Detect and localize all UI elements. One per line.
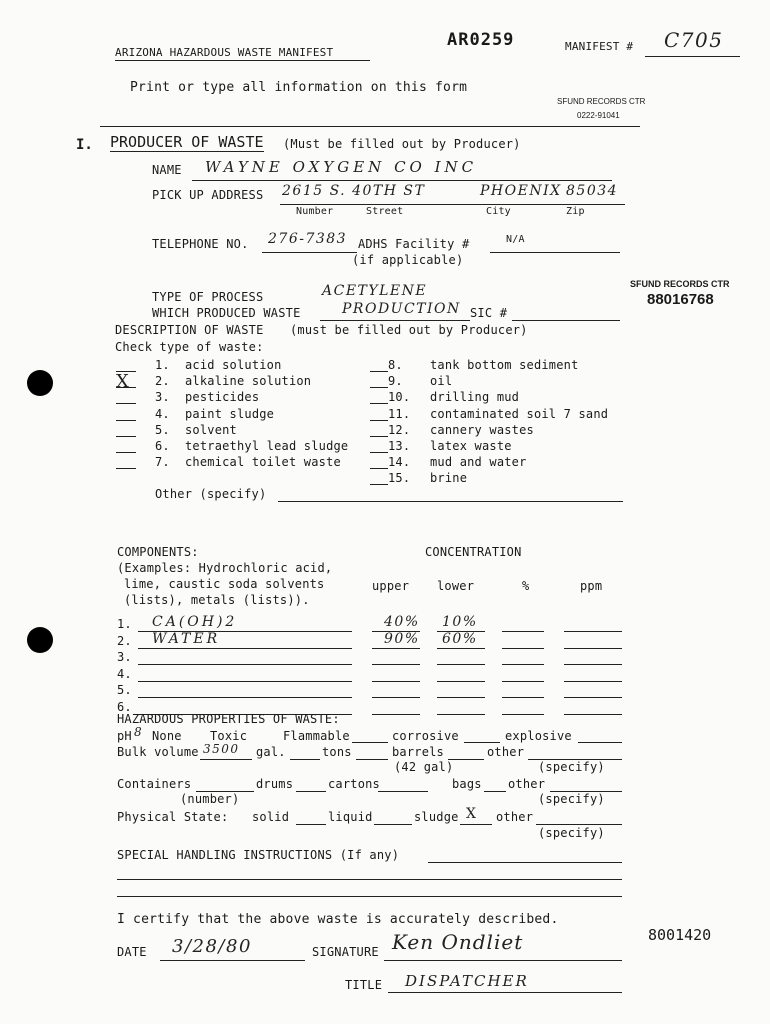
waste-item-number: 2. (155, 374, 170, 389)
manifest-number: C705 (664, 28, 724, 52)
side-stamp-label: SFUND RECORDS CTR (630, 279, 730, 289)
address-label: PICK UP ADDRESS (152, 188, 264, 202)
address-line (280, 204, 625, 205)
checkbox-blank (370, 403, 388, 404)
liquid-label: liquid (328, 810, 373, 824)
date-label: DATE (117, 945, 147, 959)
component-upper-line (372, 714, 420, 715)
component-name-line (138, 648, 352, 649)
waste-item-label: contaminated soil 7 sand (430, 406, 609, 421)
which-produced-value: PRODUCTION (342, 301, 461, 317)
other-vol-label: other (487, 745, 525, 759)
gal-label: gal. (256, 745, 286, 759)
waste-item-number: 4. (155, 406, 170, 421)
components-example-3: (lists), metals (lists)). (124, 593, 310, 607)
component-upper-line (372, 648, 420, 649)
name-line (192, 180, 612, 181)
ph-value: 8 (134, 725, 144, 739)
solid-label: solid (252, 810, 290, 824)
alkaline-check-mark: X (116, 371, 131, 392)
other-cont-label: other (508, 777, 546, 791)
title-label: TITLE (345, 978, 383, 992)
waste-item-number: 11. (388, 406, 411, 421)
sic-label: SIC # (470, 306, 508, 320)
waste-item-label: drilling mud (430, 390, 520, 405)
checkbox-blank (116, 468, 136, 469)
waste-item-number: 5. (155, 422, 170, 437)
col-ppm: ppm (580, 579, 603, 593)
special-line-3 (117, 896, 622, 897)
tons-label: tons (322, 745, 352, 759)
bulk-volume-label: Bulk volume (117, 745, 199, 759)
waste-item-label: alkaline solution (185, 374, 312, 389)
corrosive-label: corrosive (392, 729, 459, 743)
component-lower: 10% (442, 614, 478, 630)
component-name-line (138, 697, 352, 698)
drums-label: drums (256, 777, 294, 791)
col-lower: lower (437, 579, 475, 593)
which-produced-label: WHICH PRODUCED WASTE (152, 306, 301, 320)
physical-state-label: Physical State: (117, 810, 229, 824)
solid-line (296, 824, 326, 825)
component-upper: 90% (384, 630, 420, 647)
signature-value: Ken Ondliet (392, 930, 524, 954)
components-label: COMPONENTS: (117, 545, 199, 559)
other-state-label: other (496, 810, 534, 824)
corrosive-line (464, 742, 500, 743)
component-row-number: 5. (117, 683, 132, 697)
other-state-specify: (specify) (538, 826, 605, 840)
cartons-line (378, 791, 428, 792)
punch-hole-top (27, 370, 53, 396)
other-state-line (536, 824, 622, 825)
flammable-line (352, 742, 388, 743)
component-percent-line (502, 648, 544, 649)
waste-item-label: cannery wastes (430, 422, 534, 437)
special-line-1 (428, 862, 622, 863)
document-number: 8001420 (648, 926, 712, 944)
components-example-2: lime, caustic soda solvents (124, 577, 325, 591)
address-city-sub: City (486, 206, 511, 217)
checkbox-blank (370, 371, 388, 372)
component-row-number: 2. (117, 633, 132, 648)
component-percent-line (502, 664, 544, 665)
manifest-label: MANIFEST # (565, 40, 634, 53)
signature-line (384, 960, 622, 961)
form-title-underline (115, 60, 370, 61)
checkbox-blank (370, 436, 388, 437)
component-ppm-line (564, 664, 622, 665)
checkbox-blank (370, 420, 388, 421)
special-handling-label: SPECIAL HANDLING INSTRUCTIONS (If any) (117, 848, 400, 862)
tons-line (290, 759, 320, 760)
header-rule (100, 126, 640, 127)
component-name: WATER (152, 630, 221, 647)
waste-item-label: mud and water (430, 455, 527, 470)
title-line (388, 992, 622, 993)
document-id: AR0259 (447, 30, 515, 50)
date-line (160, 960, 305, 961)
containers-number-note: (number) (180, 792, 240, 806)
component-ppm-line (564, 648, 622, 649)
address-number-sub: Number (296, 206, 334, 217)
stamp-records-ctr: SFUND RECORDS CTR (557, 97, 646, 106)
component-lower-line (437, 648, 485, 649)
bulk-volume-value: 3500 (203, 742, 240, 756)
component-row-number: 3. (117, 650, 132, 664)
barrels-note: (42 gal) (394, 760, 454, 774)
component-ppm-line (564, 697, 622, 698)
waste-item-number: 8. (388, 358, 403, 372)
process-value: ACETYLENE (322, 283, 428, 299)
bulk-volume-line (200, 759, 252, 760)
component-lower-line (437, 714, 485, 715)
component-row-number: 6. (117, 699, 132, 714)
address-street-sub: Street (366, 206, 404, 217)
description-note: (must be filled out by Producer) (290, 323, 528, 337)
properties-label: HAZARDOUS PROPERTIES OF WASTE: (117, 712, 340, 726)
components-example-1: (Examples: Hydrochloric acid, (117, 561, 333, 575)
component-lower: 60% (442, 630, 478, 647)
address-city-value: PHOENIX (480, 183, 562, 199)
waste-item-number: 1. (155, 358, 170, 372)
explosive-label: explosive (505, 729, 572, 743)
checkbox-blank (116, 436, 136, 437)
section-roman: I. (76, 137, 93, 153)
adhs-label: ADHS Facility # (358, 237, 470, 251)
title-value: DISPATCHER (405, 972, 529, 990)
other-cont-specify: (specify) (538, 792, 605, 806)
component-name: CA(OH)2 (152, 614, 238, 630)
drums-line (296, 791, 326, 792)
section-note: (Must be filled out by Producer) (283, 137, 521, 151)
side-stamp-number: 88016768 (647, 291, 714, 308)
form-title: ARIZONA HAZARDOUS WASTE MANIFEST (115, 46, 334, 59)
waste-item-number: 3. (155, 390, 170, 405)
waste-item-label: chemical toilet waste (185, 455, 341, 470)
cartons-label: cartons (328, 777, 380, 791)
waste-item-number: 9. (388, 374, 403, 389)
name-value: WAYNE OXYGEN CO INC (205, 158, 478, 176)
waste-item-number: 7. (155, 455, 170, 470)
address-zip-sub: Zip (566, 206, 585, 217)
col-percent: % (522, 579, 530, 593)
waste-item-number: 14. (388, 455, 411, 470)
liquid-line (374, 824, 412, 825)
checkbox-blank (116, 403, 136, 404)
checkbox-blank (370, 484, 388, 485)
special-line-2 (117, 879, 622, 880)
col-upper: upper (372, 579, 410, 593)
component-row-number: 4. (117, 666, 132, 681)
barrels-line (356, 759, 388, 760)
instruction-text: Print or type all information on this form (130, 80, 468, 95)
waste-item-label: tetraethyl lead sludge (185, 439, 349, 453)
component-row-number: 1. (117, 617, 132, 631)
component-percent-line (502, 631, 544, 632)
flammable-label: Flammable (283, 729, 350, 743)
component-upper: 40% (384, 614, 420, 630)
component-lower-line (437, 697, 485, 698)
telephone-value: 276-7383 (268, 231, 348, 247)
other-vol-specify: (specify) (538, 760, 605, 774)
component-name-line (138, 681, 352, 682)
section-title: PRODUCER OF WASTE (110, 133, 264, 151)
stamp-code: 0222-91041 (577, 111, 620, 120)
checkbox-blank (370, 452, 388, 453)
component-percent-line (502, 697, 544, 698)
name-label: NAME (152, 163, 182, 177)
concentration-label: CONCENTRATION (425, 545, 522, 559)
other-specify-line (278, 501, 623, 502)
component-upper-line (372, 681, 420, 682)
checkbox-blank (370, 387, 388, 388)
checkbox-blank (116, 420, 136, 421)
component-upper-line (372, 664, 420, 665)
punch-hole-bottom (27, 627, 53, 653)
waste-item-label: latex waste (430, 439, 512, 453)
sic-line (512, 320, 620, 321)
sludge-label: sludge (414, 810, 459, 824)
explosive-line (578, 742, 622, 743)
component-ppm-line (564, 714, 622, 715)
component-percent-line (502, 681, 544, 682)
component-lower-line (437, 664, 485, 665)
waste-item-label: pesticides (185, 390, 260, 405)
adhs-line (490, 252, 620, 253)
component-ppm-line (564, 681, 622, 682)
signature-label: SIGNATURE (312, 945, 379, 959)
containers-label: Containers (117, 777, 192, 791)
waste-item-label: tank bottom sediment (430, 358, 579, 372)
certification-statement: I certify that the above waste is accurately described. (117, 912, 559, 927)
component-ppm-line (564, 631, 622, 632)
other-specify-label: Other (specify) (155, 487, 267, 501)
sludge-line (460, 824, 492, 825)
which-produced-line (320, 320, 470, 321)
component-upper-line (372, 697, 420, 698)
bags-label: bags (452, 777, 482, 791)
address-zip-value: 85034 (566, 183, 619, 199)
waste-item-number: 15. (388, 471, 411, 486)
sludge-check-mark: X (466, 806, 478, 822)
adhs-note: (if applicable) (352, 253, 464, 267)
waste-item-number: 10. (388, 390, 411, 405)
none-label: None (152, 729, 182, 743)
waste-item-label: acid solution (185, 358, 282, 372)
date-value: 3/28/80 (172, 936, 252, 957)
description-label: DESCRIPTION OF WASTE (115, 323, 264, 337)
waste-item-number: 13. (388, 439, 411, 453)
bags-line (484, 791, 506, 792)
ph-label: pH (117, 729, 132, 743)
process-label: TYPE OF PROCESS (152, 290, 264, 304)
check-type-label: Check type of waste: (115, 340, 264, 354)
component-name-line (138, 664, 352, 665)
telephone-line (262, 252, 357, 253)
manifest-number-line (645, 56, 740, 57)
checkbox-blank (370, 468, 388, 469)
component-lower-line (437, 681, 485, 682)
barrels-label: barrels (392, 745, 444, 759)
waste-item-label: oil (430, 374, 453, 389)
adhs-value: N/A (506, 234, 525, 245)
toxic-label: Toxic (210, 729, 248, 743)
waste-item-label: brine (430, 471, 468, 486)
checkbox-blank (116, 452, 136, 453)
waste-item-label: paint sludge (185, 406, 275, 421)
waste-item-number: 12. (388, 422, 411, 437)
waste-item-number: 6. (155, 439, 170, 453)
address-street-value: 2615 S. 40TH ST (282, 183, 426, 199)
component-percent-line (502, 714, 544, 715)
telephone-label: TELEPHONE NO. (152, 237, 249, 251)
waste-item-label: solvent (185, 422, 237, 437)
